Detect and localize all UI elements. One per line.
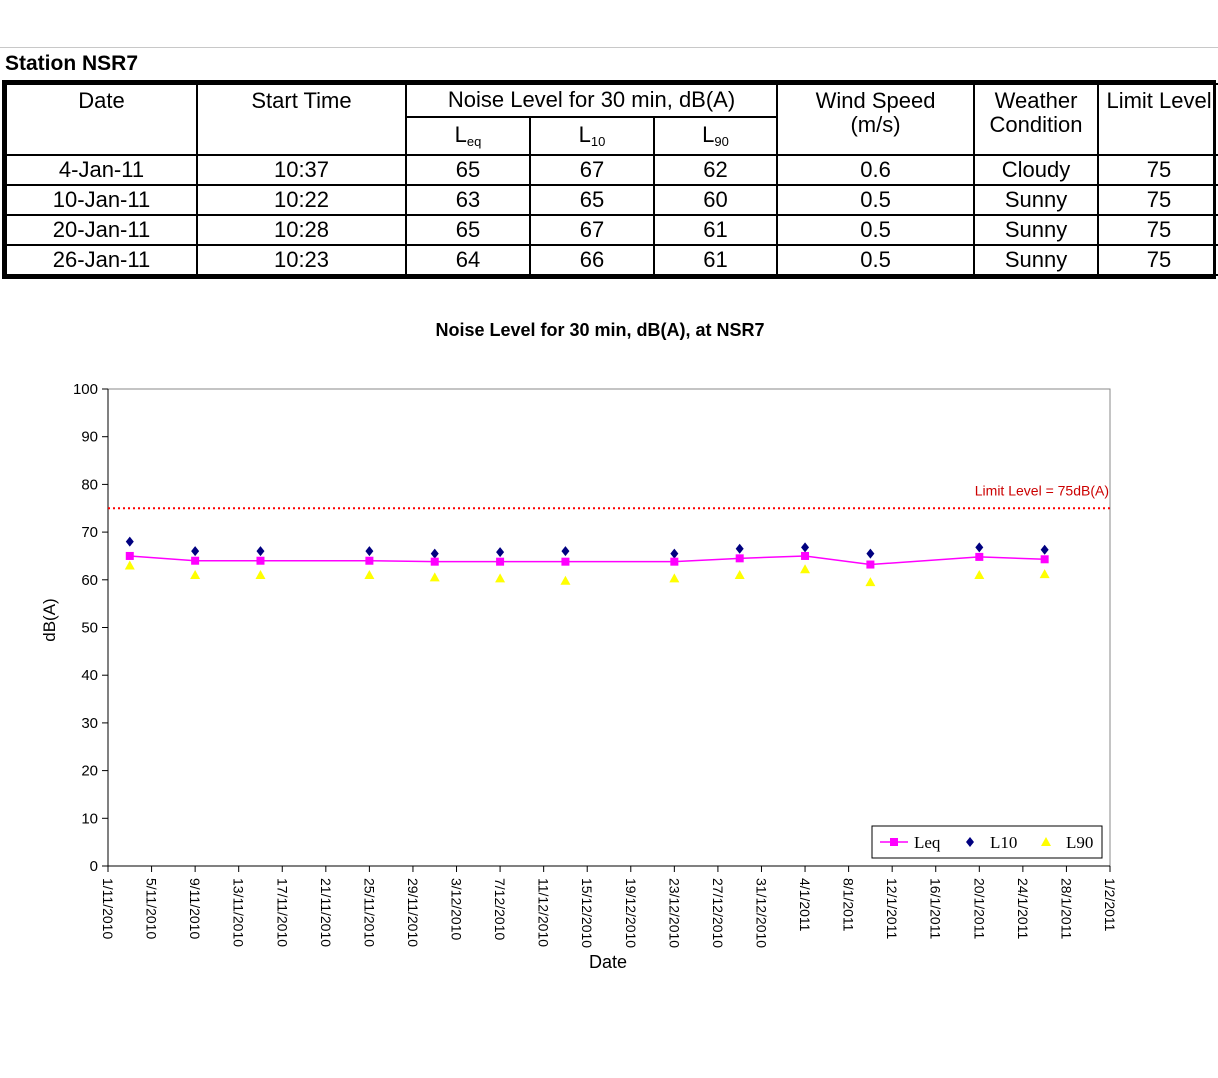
series-leq-point: [561, 558, 569, 566]
header-weather: [974, 84, 1098, 155]
series-leq-point: [126, 552, 134, 560]
x-tick-label: 7/12/2010: [492, 878, 509, 941]
x-tick-label: 5/11/2010: [143, 878, 160, 940]
cell-leq: 63: [406, 185, 530, 215]
header-leq-base: L: [454, 121, 467, 147]
cell-limit: 75: [1098, 155, 1218, 185]
cell-wind: 0.6: [777, 155, 974, 185]
chart-title: Noise Level for 30 min, dB(A), at NSR7: [435, 320, 765, 340]
limit-label: Limit Level = 75dB(A): [974, 482, 1109, 499]
x-tick-label: 3/12/2010: [448, 878, 465, 941]
station-title: Station NSR7: [5, 52, 139, 75]
x-tick-label: 13/11/2010: [230, 878, 247, 948]
x-tick-label: 23/12/2010: [666, 878, 683, 949]
y-tick-label: 80: [81, 476, 98, 494]
x-tick-label: 12/1/2011: [884, 878, 901, 940]
noise-table: [2, 80, 1216, 279]
cell-l90: 62: [654, 155, 777, 185]
series-leq-point: [191, 557, 199, 565]
table-row: [6, 185, 1218, 215]
y-tick-label: 90: [81, 428, 98, 446]
header-l90-sub: 90: [714, 133, 729, 149]
cell-l10: 67: [530, 215, 654, 245]
x-tick-label: 1/2/2011: [1102, 878, 1118, 932]
x-tick-label: 31/12/2010: [753, 878, 770, 949]
x-tick-label: 29/11/2010: [404, 878, 421, 948]
cell-l10: 66: [530, 245, 654, 275]
x-tick-label: 20/1/2011: [971, 878, 988, 940]
series-leq-point: [256, 557, 264, 565]
series-leq-point: [431, 558, 439, 566]
y-tick-label: 20: [81, 762, 98, 780]
header-l10: [530, 117, 654, 155]
cell-weather: Sunny: [974, 245, 1098, 275]
x-tick-label: 9/11/2010: [187, 878, 204, 940]
x-tick-label: 24/1/2011: [1014, 878, 1031, 940]
cell-weather: Sunny: [974, 215, 1098, 245]
y-tick-label: 50: [81, 619, 98, 637]
x-tick-label: 25/11/2010: [361, 878, 378, 948]
cell-leq: 65: [406, 155, 530, 185]
cell-l10: 67: [530, 155, 654, 185]
series-leq-point: [975, 553, 983, 561]
table-row: [6, 215, 1218, 245]
x-tick-label: 8/1/2011: [840, 878, 857, 932]
series-leq-point: [866, 561, 874, 569]
legend-leq-label: Leq: [914, 833, 941, 852]
noise-chart: [0, 360, 1218, 960]
cell-weather: Sunny: [974, 185, 1098, 215]
cell-wind: 0.5: [777, 215, 974, 245]
header-weather-line1: Weather: [994, 88, 1078, 113]
y-tick-label: 0: [89, 858, 98, 875]
legend-l90-label: L90: [1066, 833, 1094, 852]
cell-time: 10:22: [197, 185, 406, 215]
x-tick-label: 4/1/2011: [797, 878, 814, 932]
y-axis-label: dB(A): [40, 598, 59, 642]
top-rule: [0, 47, 1218, 48]
y-tick-label: 100: [72, 381, 98, 398]
y-tick-label: 10: [81, 810, 98, 828]
cell-time: 10:28: [197, 215, 406, 245]
legend-leq-marker: [890, 838, 898, 846]
table-row: [6, 155, 1218, 185]
series-leq-point: [736, 554, 744, 562]
series-leq-point: [365, 557, 373, 565]
cell-weather: Cloudy: [974, 155, 1098, 185]
cell-time: 10:23: [197, 245, 406, 275]
header-noise-level: Noise Level for 30 min, dB(A): [406, 84, 777, 117]
cell-time: 10:37: [197, 155, 406, 185]
series-leq-point: [801, 552, 809, 560]
x-tick-label: 17/11/2010: [274, 878, 291, 948]
header-leq-sub: eq: [466, 133, 482, 149]
header-wind-line2: (m/s): [850, 112, 901, 138]
plot-area: [108, 389, 1110, 866]
x-axis-label: Date: [588, 952, 628, 972]
x-tick-label: 1/11/2010: [100, 878, 116, 940]
cell-l10: 65: [530, 185, 654, 215]
header-date: Date: [6, 84, 197, 155]
y-tick-label: 30: [81, 714, 98, 732]
header-l90-base: L: [702, 121, 715, 147]
x-tick-label: 16/1/2011: [927, 878, 944, 940]
cell-limit: 75: [1098, 245, 1218, 275]
cell-date: 4-Jan-11: [6, 155, 197, 185]
cell-wind: 0.5: [777, 185, 974, 215]
x-tick-label: 21/11/2010: [317, 878, 334, 948]
x-tick-label: 28/1/2011: [1058, 878, 1075, 940]
header-limit-level: Limit Level: [1098, 84, 1218, 155]
header-wind-speed: [777, 84, 974, 155]
cell-date: 10-Jan-11: [6, 185, 197, 215]
y-tick-label: 40: [81, 667, 98, 685]
cell-wind: 0.5: [777, 245, 974, 275]
series-leq-point: [1041, 555, 1049, 563]
series-leq-point: [496, 558, 504, 566]
x-tick-label: 27/12/2010: [709, 878, 726, 949]
header-wind-line1: Wind Speed: [815, 88, 936, 113]
header-l90: [654, 117, 777, 155]
header-start-time: Start Time: [197, 84, 406, 155]
table-row: [6, 245, 1218, 275]
header-leq: [406, 117, 530, 155]
y-tick-label: 60: [81, 571, 98, 589]
cell-leq: 65: [406, 215, 530, 245]
header-l10-base: L: [578, 121, 591, 147]
cell-l90: 61: [654, 245, 777, 275]
x-tick-label: 11/12/2010: [535, 878, 552, 948]
cell-limit: 75: [1098, 215, 1218, 245]
cell-date: 26-Jan-11: [6, 245, 197, 275]
cell-leq: 64: [406, 245, 530, 275]
cell-l90: 60: [654, 185, 777, 215]
legend-l10-label: L10: [990, 833, 1018, 852]
cell-l90: 61: [654, 215, 777, 245]
header-weather-line2: Condition: [989, 112, 1083, 138]
x-tick-label: 19/12/2010: [622, 878, 639, 949]
y-tick-label: 70: [81, 524, 98, 542]
cell-limit: 75: [1098, 185, 1218, 215]
cell-date: 20-Jan-11: [6, 215, 197, 245]
header-l10-sub: 10: [590, 133, 606, 149]
series-leq-point: [670, 558, 678, 566]
x-tick-label: 15/12/2010: [579, 878, 596, 949]
